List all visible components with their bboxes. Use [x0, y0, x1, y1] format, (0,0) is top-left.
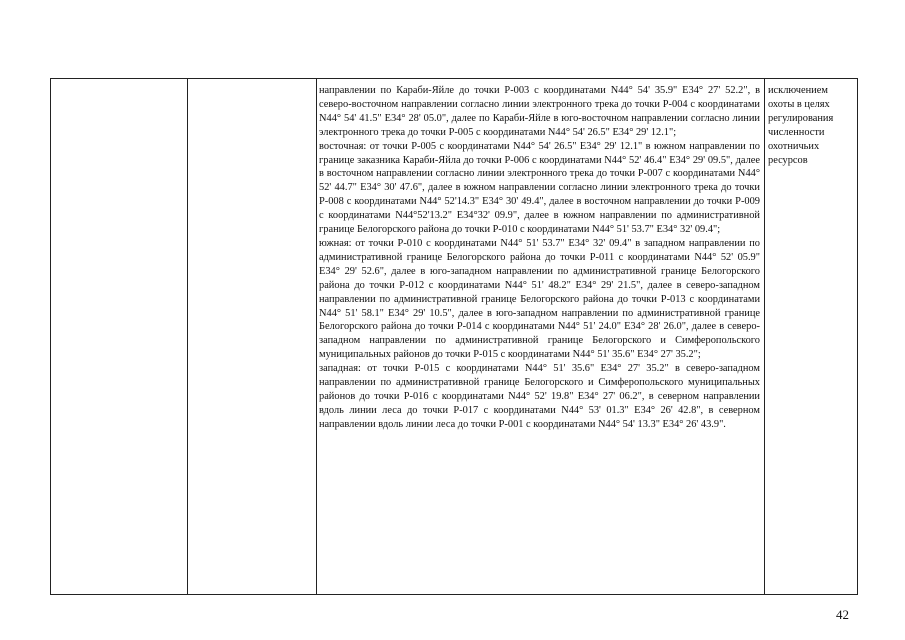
east-boundary-paragraph: восточная: от точки Р-005 с координатами N44° 54' 26.5" Е34° 29' 12.1" в южном направлении по границе заказника Караби-Яйла до точки Р-006 с координатами N44° 52' 46.4" Е34° 29' 09.5", далее в восточном направлении согласно линии электронного трека до точки Р-007 с координатами N44° 52' 44.7" Е34° 30' 47.6", далее в южном направлении согласно линии электронного трека до точки Р-008 с координатами N44° 52'14.3" Е34° 30' 49.4", далее в восточном направлении до точки Р-009 с координатами N44°52'13.2" Е34°32' 09.9", далее в южном направлении по административной границе Белогорского района до точки Р-010 с координатами N44° 51' 53.7" Е34° 32' 09.4"; [319, 140, 760, 236]
restriction-line: охоты в целях [768, 98, 830, 110]
page-number: 42 [836, 607, 849, 622]
column-divider [316, 79, 317, 594]
south-boundary-paragraph: южная: от точки Р-010 с координатами N44° 51' 53.7" Е34° 32' 09.4" в западном направлении по административной границе Белогорского района до точки Р-011 с координатами N44° 52' 05.9" Е34° 29' 52.6", далее в юго-западном направлении по административной границе Белогорского района до точки Р-012 с координатами N44° 51' 48.2" Е34° 29' 21.5", далее в северо-западном направлении по административной границе Белогорского района до точки Р-013 с координатами N44° 51' 58.1" Е34° 29' 10.5", далее в юго-западном направлении по административной границе Белогорского района до точки Р-014 с координатами N44° 51' 24.0" Е34° 28' 26.0", далее в северо-западном направлении по административной границе Белогорского и Симферопольского муниципальных районов до точки Р-015 с координатами N44° 51' 35.6" Е34° 27' 35.2"; [319, 237, 760, 361]
restriction-line: численности [768, 126, 825, 138]
restriction-line: ресурсов [768, 154, 808, 166]
restriction-line: регулирования [768, 112, 834, 124]
column-divider [764, 79, 765, 594]
column-divider [187, 79, 188, 594]
restriction-line: исключением [768, 85, 828, 96]
north-boundary-continuation: направлении по Караби-Яйле до точки Р-003 с координатами N44° 54' 35.9" Е34° 27' 52.2", в северо-восточном направлении согласно линии электронного трека до точки Р-004 с координатами N44° 54' 41.5" Е34° 28' 05.0", далее по Караби-Яйле в юго-восточном направлении согласно линии электронного трека до точки Р-005 с координатами N44° 54' 26.5" Е34° 29' 12.1"; [319, 85, 760, 138]
restriction-cell [768, 84, 854, 167]
restriction-line: охотничьих [768, 140, 820, 152]
boundary-table [50, 78, 858, 595]
boundary-description-cell [319, 84, 760, 432]
west-boundary-paragraph: западная: от точки Р-015 с координатами N44° 51' 35.6" Е34° 27' 35.2" в северо-западном направлении по административной границе Белогорского и Симферопольского муниципальных районов до точки Р-016 с координатами N44° 52' 19.8" Е34° 27' 06.2", в северном направлении вдоль линии леса до точки Р-017 с координатами N44° 53' 01.3" Е34° 26' 42.8", в северном направлении вдоль линии леса до точки Р-001 с координатами N44° 54' 13.3" Е34° 26' 43.9". [319, 363, 760, 430]
